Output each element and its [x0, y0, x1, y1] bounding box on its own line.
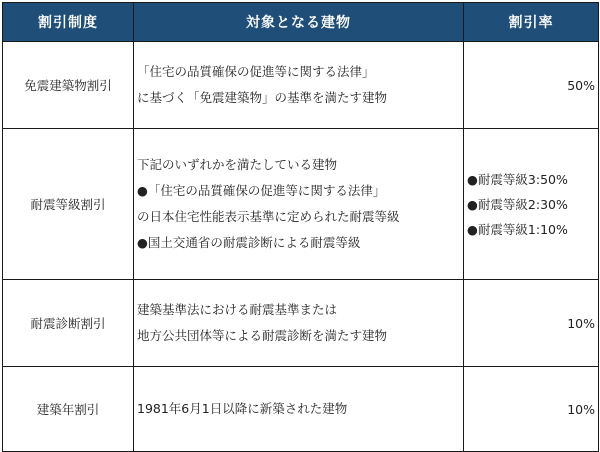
target-line: 地方公共団体等による耐震診断を満たす建物: [137, 328, 388, 343]
row-rate-list: [464, 129, 599, 280]
target-line: ●「住宅の品質確保の促進等に関する法律」: [137, 183, 386, 198]
table-row: [3, 367, 599, 452]
table-row: [3, 280, 599, 367]
table-row: [3, 42, 599, 129]
table-row: [3, 129, 599, 280]
header-discount-rate: 割引率: [464, 3, 599, 42]
row-name: 耐震等級割引: [3, 129, 134, 280]
row-target: [134, 367, 464, 452]
row-name: 耐震診断割引: [3, 280, 134, 367]
row-target: [134, 129, 464, 280]
header-target-building: 対象となる建物: [134, 3, 464, 42]
earthquake-discount-table: [2, 2, 599, 452]
target-line: の日本住宅性能表示基準に定められた耐震等級: [137, 209, 400, 224]
row-rate: 10%: [464, 280, 599, 367]
rate-list-item: ●耐震等級3:50%: [467, 171, 568, 187]
target-line: ●国土交通省の耐震診断による耐震等級: [137, 235, 361, 250]
row-rate: 50%: [464, 42, 599, 129]
row-target: [134, 280, 464, 367]
row-name: 免震建築物割引: [3, 42, 134, 129]
row-rate: 10%: [464, 367, 599, 452]
row-name: 建築年割引: [3, 367, 134, 452]
rate-list-item: ●耐震等級1:10%: [467, 221, 568, 237]
target-line: に基づく「免震建築物」の基準を満たす建物: [137, 90, 388, 105]
table-header-row: [3, 3, 599, 42]
target-line: 「住宅の品質確保の促進等に関する法律」: [137, 64, 375, 79]
header-discount-system: 割引制度: [3, 3, 134, 42]
target-line: 1981年6月1日以降に新築された建物: [137, 401, 348, 416]
target-line: 建築基準法における耐震基準または: [137, 302, 338, 317]
row-target: [134, 42, 464, 129]
target-line: 下記のいずれかを満たしている建物: [137, 157, 338, 172]
rate-list-item: ●耐震等級2:30%: [467, 196, 568, 212]
